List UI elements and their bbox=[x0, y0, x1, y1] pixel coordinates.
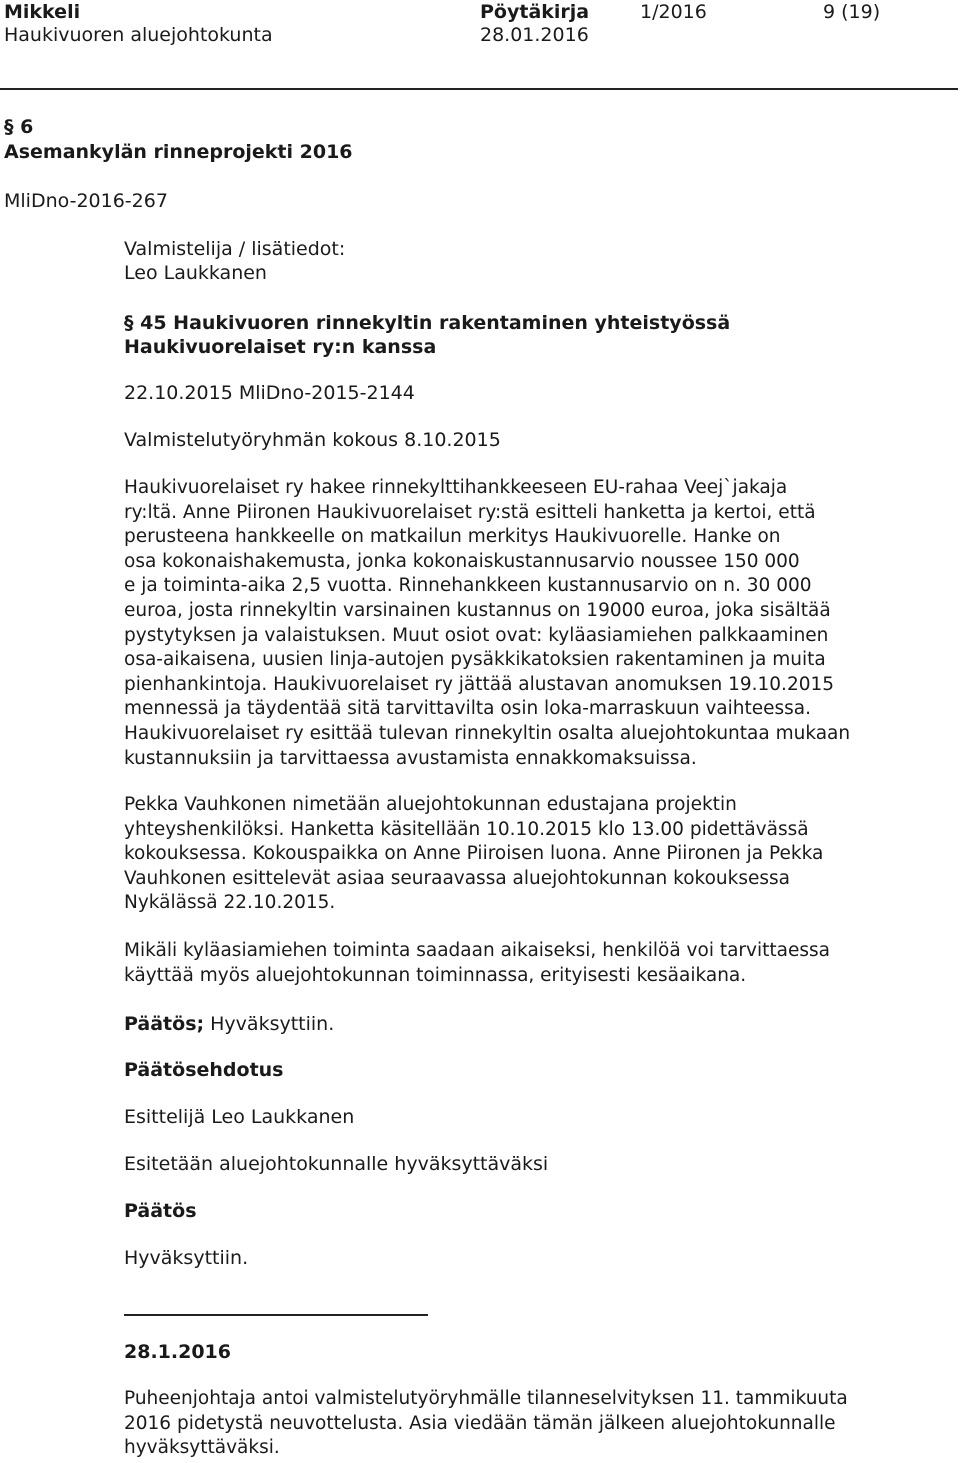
header-city: Mikkeli bbox=[4, 1, 81, 23]
prior-heading-line2: Haukivuorelaiset ry:n kanssa bbox=[124, 336, 437, 358]
text-line: mennessä ja täydentää sitä tarvittavilta osin loka-marraskuun vaihteessa. bbox=[124, 698, 812, 720]
proposal-heading: Päätösehdotus bbox=[124, 1059, 284, 1081]
update-paragraph bbox=[124, 1387, 900, 1461]
text-line: e ja toiminta-aika 2,5 vuotta. Rinnehankkeen kustannusarvio on n. 30 000 bbox=[124, 575, 812, 597]
prior-decision-label: Päätös; bbox=[124, 1013, 205, 1035]
preparer-label: Valmistelija / lisätiedot: bbox=[124, 238, 346, 260]
text-line: kokouksessa. Kokouspaikka on Anne Piiroisen luona. Anne Piironen ja Pekka bbox=[124, 843, 824, 865]
text-line: yhteyshenkilöksi. Hanketta käsitellään 10.10.2015 klo 13.00 pidettävässä bbox=[124, 818, 809, 840]
header-date: 28.01.2016 bbox=[480, 24, 589, 46]
separator-line bbox=[124, 1314, 428, 1316]
text-line: Nykälässä 22.10.2015. bbox=[124, 892, 336, 914]
text-line: euroa, josta rinnekyltin varsinainen kustannus on 19000 euroa, joka sisältää bbox=[124, 599, 831, 621]
text-line: Pekka Vauhkonen nimetään aluejohtokunnan edustajana projektin bbox=[124, 794, 737, 815]
header-doc-type: Pöytäkirja bbox=[480, 1, 590, 23]
prior-heading-line1: § 45 Haukivuoren rinnekyltin rakentaminen yhteistyössä bbox=[124, 312, 731, 334]
decision-text: Hyväksyttiin. bbox=[124, 1247, 249, 1269]
text-line: pystytyksen ja valaistuksen. Muut osiot ovat: kyläasiamiehen palkkaaminen bbox=[124, 624, 829, 646]
section-title: Asemankylän rinneprojekti 2016 bbox=[4, 141, 353, 163]
header-divider bbox=[0, 88, 958, 90]
preparer-name: Leo Laukkanen bbox=[124, 262, 267, 284]
text-line: 2016 pidetystä neuvottelusta. Asia viedään tämän jälkeen aluejohtokunnalle bbox=[124, 1412, 836, 1434]
text-line: osa-aikaisena, uusien linja-autojen pysäkkikatoksien rakentaminen ja muita bbox=[124, 649, 826, 671]
decision-heading: Päätös bbox=[124, 1200, 197, 1222]
prior-decision-value: Hyväksyttiin. bbox=[204, 1013, 335, 1035]
section-number: § 6 bbox=[4, 116, 34, 138]
prior-reference: 22.10.2015 MliDno-2015-2144 bbox=[124, 382, 415, 404]
update-date: 28.1.2016 bbox=[124, 1341, 231, 1363]
header-board: Haukivuoren aluejohtokunta bbox=[4, 24, 273, 46]
header-page: 9 (19) bbox=[823, 1, 881, 23]
text-line: käyttää myös aluejohtokunnan toiminnassa, erityisesti kesäaikana. bbox=[124, 964, 747, 986]
header-number: 1/2016 bbox=[640, 1, 707, 23]
proposal-text: Esitetään aluejohtokunnalle hyväksyttäväksi bbox=[124, 1153, 549, 1175]
text-line: kustannuksiin ja tarvittaessa avustamista ennakkomaksuissa. bbox=[124, 747, 697, 769]
prior-paragraph-2 bbox=[124, 793, 900, 916]
presenter: Esittelijä Leo Laukkanen bbox=[124, 1106, 355, 1128]
text-line: pienhankintoja. Haukivuorelaiset ry jättää alustavan anomuksen 19.10.2015 bbox=[124, 673, 835, 695]
text-line: Haukivuorelaiset ry esittää tulevan rinnekyltin osalta aluejohtokuntaa mukaan bbox=[124, 722, 851, 744]
text-line: Vauhkonen esittelevät asiaa seuraavassa aluejohtokunnan kokouksessa bbox=[124, 867, 790, 889]
text-line: Haukivuorelaiset ry hakee rinnekylttihankkeeseen EU-rahaa Veej`jakaja bbox=[124, 477, 788, 498]
text-line: osa kokonaishakemusta, jonka kokonaiskustannusarvio noussee 150 000 bbox=[124, 550, 800, 572]
text-line: perusteena hankkeelle on matkailun merkitys Haukivuorelle. Hanke on bbox=[124, 526, 781, 548]
text-line: hyväksyttäväksi. bbox=[124, 1437, 280, 1459]
prior-paragraph-1 bbox=[124, 476, 900, 771]
prior-decision bbox=[124, 1012, 334, 1037]
text-line: Puheenjohtaja antoi valmistelutyöryhmälle tilanneselvityksen 11. tammikuuta bbox=[124, 1388, 848, 1409]
text-line: ry:ltä. Anne Piironen Haukivuorelaiset ry:stä esitteli hanketta ja kertoi, että bbox=[124, 501, 816, 523]
prior-meeting: Valmistelutyöryhmän kokous 8.10.2015 bbox=[124, 429, 501, 451]
prior-paragraph-3 bbox=[124, 939, 900, 988]
section-dno: MliDno-2016-267 bbox=[4, 190, 168, 212]
text-line: Mikäli kyläasiamiehen toiminta saadaan aikaiseksi, henkilöä voi tarvittaessa bbox=[124, 940, 830, 961]
